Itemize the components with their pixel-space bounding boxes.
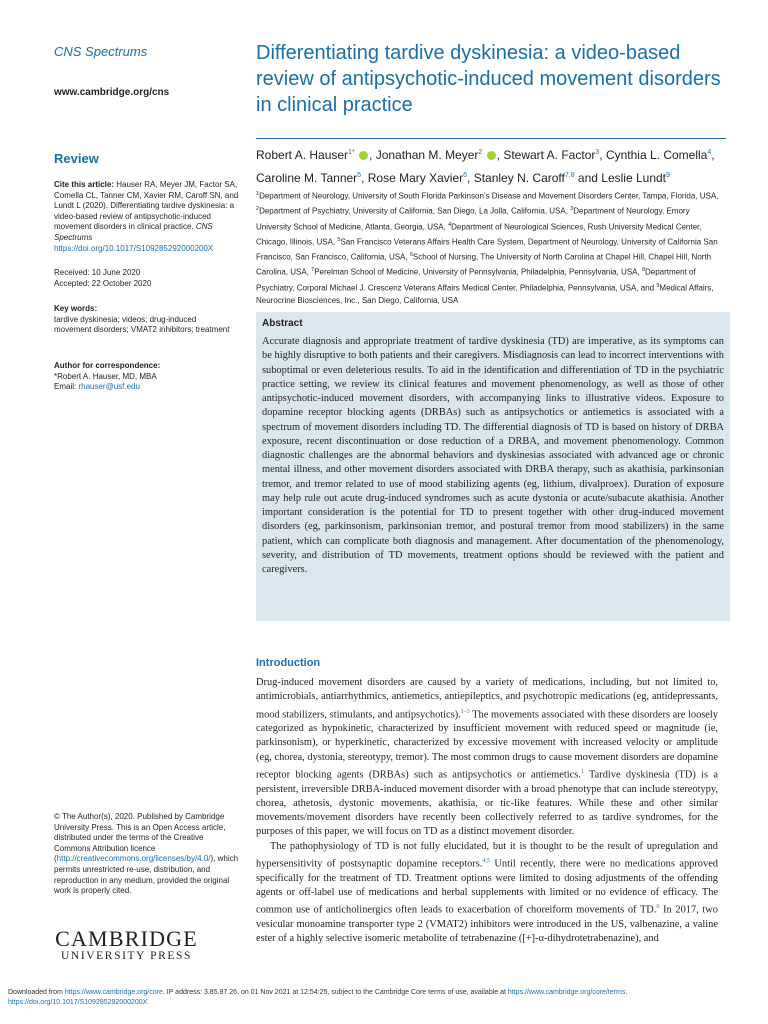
affiliation-number: 9	[656, 282, 660, 289]
affiliation-number: 7	[311, 267, 315, 274]
orcid-icon[interactable]	[359, 151, 368, 160]
affiliation-text: Department of Neurology, University of South Florida Parkinson’s Disease and Movement Disorders Center, Tampa, Florida, USA,	[259, 191, 719, 201]
ip-text: . IP address: 3.85.97.26, on 01 Nov 2021 at 12:54:25, subject to the Cambridge Core terms of use, available at	[162, 989, 508, 996]
license-link[interactable]: http://creativecommons.org/licenses/by/4.0/	[56, 854, 211, 864]
author-name[interactable]: Rose Mary Xavier	[367, 170, 464, 185]
author-affiliation-ref: 2	[478, 149, 483, 156]
author-name[interactable]: Caroline M. Tanner	[256, 170, 358, 185]
affiliations	[256, 188, 722, 307]
download-footer	[8, 988, 764, 1007]
accepted-date: Accepted: 22 October 2020	[54, 278, 152, 288]
license-text-post: ), which permits unrestricted re-use, distribution, and reproduction in any medium, provided the original work is properly cited.	[54, 854, 239, 896]
author-name[interactable]: Stanley N. Caroff	[473, 170, 565, 185]
article-type: Review	[54, 151, 99, 166]
affiliation-number: 6	[409, 252, 413, 258]
doi-link[interactable]: https://doi.org/10.1017/S109285292000200X	[54, 243, 214, 253]
author-affiliation-ref: 7,8	[564, 171, 575, 179]
downloaded-label: Downloaded from	[8, 989, 65, 996]
affiliation-text: Perelman School of Medicine, University of Pennsylvania, Philadelphia, Pennsylvania, USA,	[314, 267, 642, 277]
citation-ref[interactable]: 6	[656, 904, 660, 911]
author-name[interactable]: Stewart A. Factor	[503, 148, 596, 162]
cambridge-logo	[54, 928, 199, 963]
citation-ref[interactable]: 4,5	[482, 857, 490, 864]
paragraph-2: The pathophysiology of TD is not fully elucidated, but it is thought to be the result of upregulation and hypersensitivity of postsynaptic dopamine receptors.$^{4,5}$ Until recently, there were no medications approved specifically for the treatment of TD. Treatment options were limited to dosing adjustments of the offending agents or off-label use of medications and herbal supplements with limited or no evidence of efficacy. The common use of anticholinergics often leads to exacerbation of choreiform movements of TD.$^6$ In 2017, two vesicular monoamine transporter type 2 (VMAT2) inhibitors were introduced in the US, valbenazine, a valine ester of a highly selective isomeric metabolite of tetrabenazine ([+]-α-dihydrotetrabenazine), and	[256, 840, 718, 945]
email-link[interactable]: rhauser@usf.edu	[78, 382, 140, 392]
received-date: Received: 10 June 2020	[54, 268, 141, 277]
citation-ref[interactable]: 1–3	[460, 708, 470, 715]
affiliation-number: 3	[570, 206, 574, 213]
logo-line-2: UNIVERSITY PRESS	[61, 950, 192, 962]
abstract-heading: Abstract	[262, 318, 303, 329]
abstract-text: Accurate diagnosis and appropriate treatment of tardive dyskinesia (TD) are imperative, as its symptoms can be highly disruptive to both patients and their caregivers. Misdiagnosis can lead to incorrect interventions with suboptimal or even deleterious results. To aid in the identification and differentiation of TD in the psychiatric practice setting, we review its clinical features and movement phenomenology, as well as those of other antipsychotic-induced movement disorders, with accompanying links to illustrative videos. Exposure to dopamine receptor blocking agents (DRBAs) such as antipsychotics or antiemetics is associated with a spectrum of movement disorders including TD. The differential diagnosis of TD is based on history of DRBA exposure, recent discontinuation or dose reduction of a DRBA, and movement phenomenology. Common diagnostic challenges are the abnormal behaviors and dyskinesias associated with advanced age or chronic mental illness, and other movement disorders associated with DRBA therapy, such as akathisia, parkinsonian tremor, and tremor related to use of mood stabilizing agents (eg, lithium, divalproex). Duration of exposure may help rule out acute drug-induced syndromes such as acute dystonia or acute/subacute akathisia. Another important consideration is the potential for TD to present together with other drug-induced movement disorders (eg, parkinsonism, parkinsonian tremor, and postural tremor from mood stabilizers) in the same patient, which can complicate both diagnosis and management. After documentation of the phenomenology, severity, and distribution of TD movements, treatment options should be reviewed with the patient and caregivers.	[262, 336, 724, 575]
author-name[interactable]: Robert A. Hauser	[256, 148, 349, 162]
keywords-label: Key words:	[54, 304, 98, 313]
introduction-body	[256, 676, 718, 946]
affiliation-number: 5	[337, 236, 341, 243]
correspondence-label: Author for correspondence:	[54, 361, 161, 370]
affiliation-number: 2	[256, 206, 260, 213]
affiliation-number: 1	[256, 191, 260, 197]
abstract-box	[256, 312, 730, 621]
footer-period: .	[625, 989, 628, 996]
article-title: Differentiating tardive dyskinesia: a video-based review of antipsychotic-induced movement disorders in clinical practice	[256, 42, 721, 116]
author-name[interactable]: Jonathan M. Meyer	[375, 148, 479, 162]
affiliation-number: 8	[641, 267, 645, 274]
author-affiliation-ref: 9	[666, 171, 670, 179]
cite-journal: CNS Spectrums	[54, 222, 213, 242]
affiliation-text: Department of Neurology, Emory University School of Medicine, Atlanta, Georgia, USA,	[256, 206, 690, 232]
journal-website[interactable]: www.cambridge.org/cns	[54, 87, 170, 98]
author-name[interactable]: Cynthia L. Comella	[605, 148, 708, 162]
core-link[interactable]: https://www.cambridge.org/core	[64, 989, 163, 996]
terms-link[interactable]: https://www.cambridge.org/core/terms	[507, 989, 626, 996]
correspondence-name: *Robert A. Hauser, MD, MBA	[54, 371, 157, 381]
introduction-heading: Introduction	[256, 657, 321, 669]
correspondence-block	[54, 361, 160, 393]
license-block	[54, 812, 240, 897]
dates-block	[54, 268, 151, 289]
footer-doi-link[interactable]: https://doi.org/10.1017/S109285292000200X	[8, 998, 148, 1006]
keywords-block	[54, 304, 234, 336]
journal-name[interactable]: CNS Spectrums	[54, 44, 148, 59]
orcid-icon[interactable]	[487, 151, 496, 160]
cite-text: Hauser RA, Meyer JM, Factor SA, Comella CL, Tanner CM, Xavier RM, Caroff SN, and Lundt L (2020). Differentiating tardive dyskinesia: a video-based review of antipsychotic-induced movement disorders in clinical practice.	[54, 180, 239, 232]
citation-block	[54, 180, 244, 254]
affiliation-text: San Francisco Veterans Affairs Health Care System, Department of Neurology, University of California San Francisco, San Francisco, California, USA,	[256, 237, 718, 262]
citation-ref[interactable]: 1	[580, 768, 584, 775]
author-affiliation-ref: 1*	[348, 149, 355, 156]
author-affiliation-ref: 4	[707, 149, 712, 156]
email-label: Email:	[54, 382, 77, 392]
author-affiliation-ref: 5	[357, 171, 362, 179]
author-name[interactable]: Leslie Lundt	[601, 170, 667, 185]
affiliation-text: Department of Psychiatry, University of California, San Diego, La Jolla, California, USA,	[259, 206, 571, 216]
paragraph-1: Drug-induced movement disorders are caused by a variety of medications, including, but not limited to, antimicrobials, antiarrhythmics, antiemetics, antiepileptics, and psychotropic medications (eg, antidepressants, mood stabilizers, stimulants, and antipsychotics).$^{1-3}$ The movements associated with these disorders are loosely categorized as hypokinetic, characterized by insufficient movement with reduced speed or magnitude (ie, parkinsonism), or hyperkinetic, characterized by excessive movement with increased velocity or amplitude (eg, chorea, dystonia, stereotypy, tremor). The most common drugs to cause movement disorders are dopamine receptor blocking agents (DRBAs) such as antipsychotics or antiemetics.$^1$ Tardive dyskinesia (TD) is a persistent, irreversible DRBA-induced movement disorder with a broad phenotype that can include stereotypy, chorea, athetosis, dystonic movements, akathisia, or tic-like features. While these and other similar movements/movement disorders have recently been collectively referred to as tardive syndromes, for the purposes of this paper, we will focus on TD as a distinct movement disorder.	[256, 677, 718, 838]
affiliation-text: Department of Psychiatry, Corporal Michael J. Crescenz Veterans Affairs Medical Center, Philadelphia, Pennsylvania, USA, and	[256, 267, 696, 293]
license-text-pre: © The Author(s), 2020. Published by Cambridge University Press. This is an Open Access article, distributed under the terms of the Creative Commons Attribution licence (	[54, 812, 226, 864]
logo-line-1: CAMBRIDGE	[55, 926, 198, 951]
affiliation-text: School of Nursing, The University of North Carolina at Chapel Hill, Chapel Hill, North Carolina, USA,	[256, 252, 712, 277]
author-affiliation-ref: 3	[595, 149, 600, 156]
affiliation-text: Department of Neurological Sciences, Rush University Medical Center, Chicago, Illinois, USA,	[256, 222, 702, 247]
cite-label: Cite this article:	[54, 180, 115, 189]
affiliation-text: Medical Affairs, Neurocrine Biosciences, Inc., San Diego, California, USA	[256, 283, 714, 305]
author-affiliation-ref: 6	[463, 171, 468, 179]
author-list: Robert A. Hauser$^{1*}$ , Jonathan M. Meyer$^2$ , Stewart A. Factor$^3$, Cynthia L. Comella$^4$, Caroline M. Tanner$^5$, Rose Mary Xavier$^6$, Stanley N. Caroff$^{7,8}$ and Leslie Lundt$^9$	[256, 138, 726, 188]
keywords-list: tardive dyskinesia; videos; drug-induced movement disorders; VMAT2 inhibitors; treatment	[54, 314, 230, 335]
affiliation-number: 4	[448, 221, 452, 228]
